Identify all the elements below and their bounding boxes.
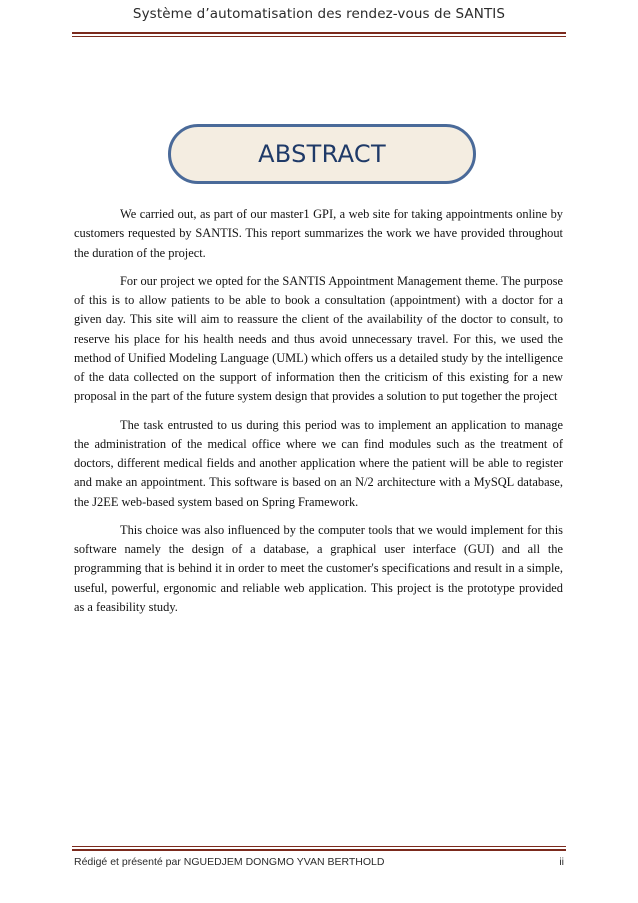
abstract-paragraph-4: This choice was also influenced by the computer tools that we would implement for this software namely the design of a database, a graphical user interface (GUI) and all the programming that is behind it in order to meet the customer's specifications and result in a simple, useful, powerful, ergonomic and reliable web application. This project is the prototype provided as a feasibility study. — [74, 522, 563, 614]
abstract-paragraph-1: We carried out, as part of our master1 GPI, a web site for taking appointments online by customers requested by SANTIS. This report summarizes the work we have provided throughout the duration of the project. — [74, 207, 563, 260]
abstract-title-box — [168, 124, 476, 184]
abstract-paragraph-3: The task entrusted to us during this period was to implement an application to manage the administration of the medical office where we can find modules such as the treatment of doctors, different medical fields and another application where the patient will be able to register and make an appointment. This software is based on an N/2 architecture with a MySQL database, the J2EE web-based system based on Spring Framework. — [74, 417, 563, 509]
abstract-paragraph-2: For our project we opted for the SANTIS Appointment Management theme. The purpose of this is to allow patients to be able to book a consultation (appointment) with a doctor for a given day. This site will aim to reassure the client of the availability of the doctor to consult, to reserve his place for his health needs and thus avoid unnecessary travel. For this, we used the method of Unified Modeling Language (UML) which offers us a detailed study by the intelligence of the data collected on the support of information then the criticism of this existing for a new proposal in the part of the future system design that provides a solution to put together the project — [74, 273, 563, 404]
header-rule-thick — [72, 32, 566, 34]
abstract-body — [74, 205, 563, 626]
abstract-heading: ABSTRACT — [258, 140, 386, 168]
footer-rule-thick — [72, 849, 566, 851]
running-header-title: Système d’automatisation des rendez-vous de SANTIS — [132, 6, 506, 22]
page-number: ii — [559, 856, 564, 868]
footer-author: Rédigé et présenté par NGUEDJEM DONGMO YVAN BERTHOLD — [74, 856, 385, 868]
header-rule-thin — [72, 36, 566, 37]
footer-rule-thin — [72, 846, 566, 847]
